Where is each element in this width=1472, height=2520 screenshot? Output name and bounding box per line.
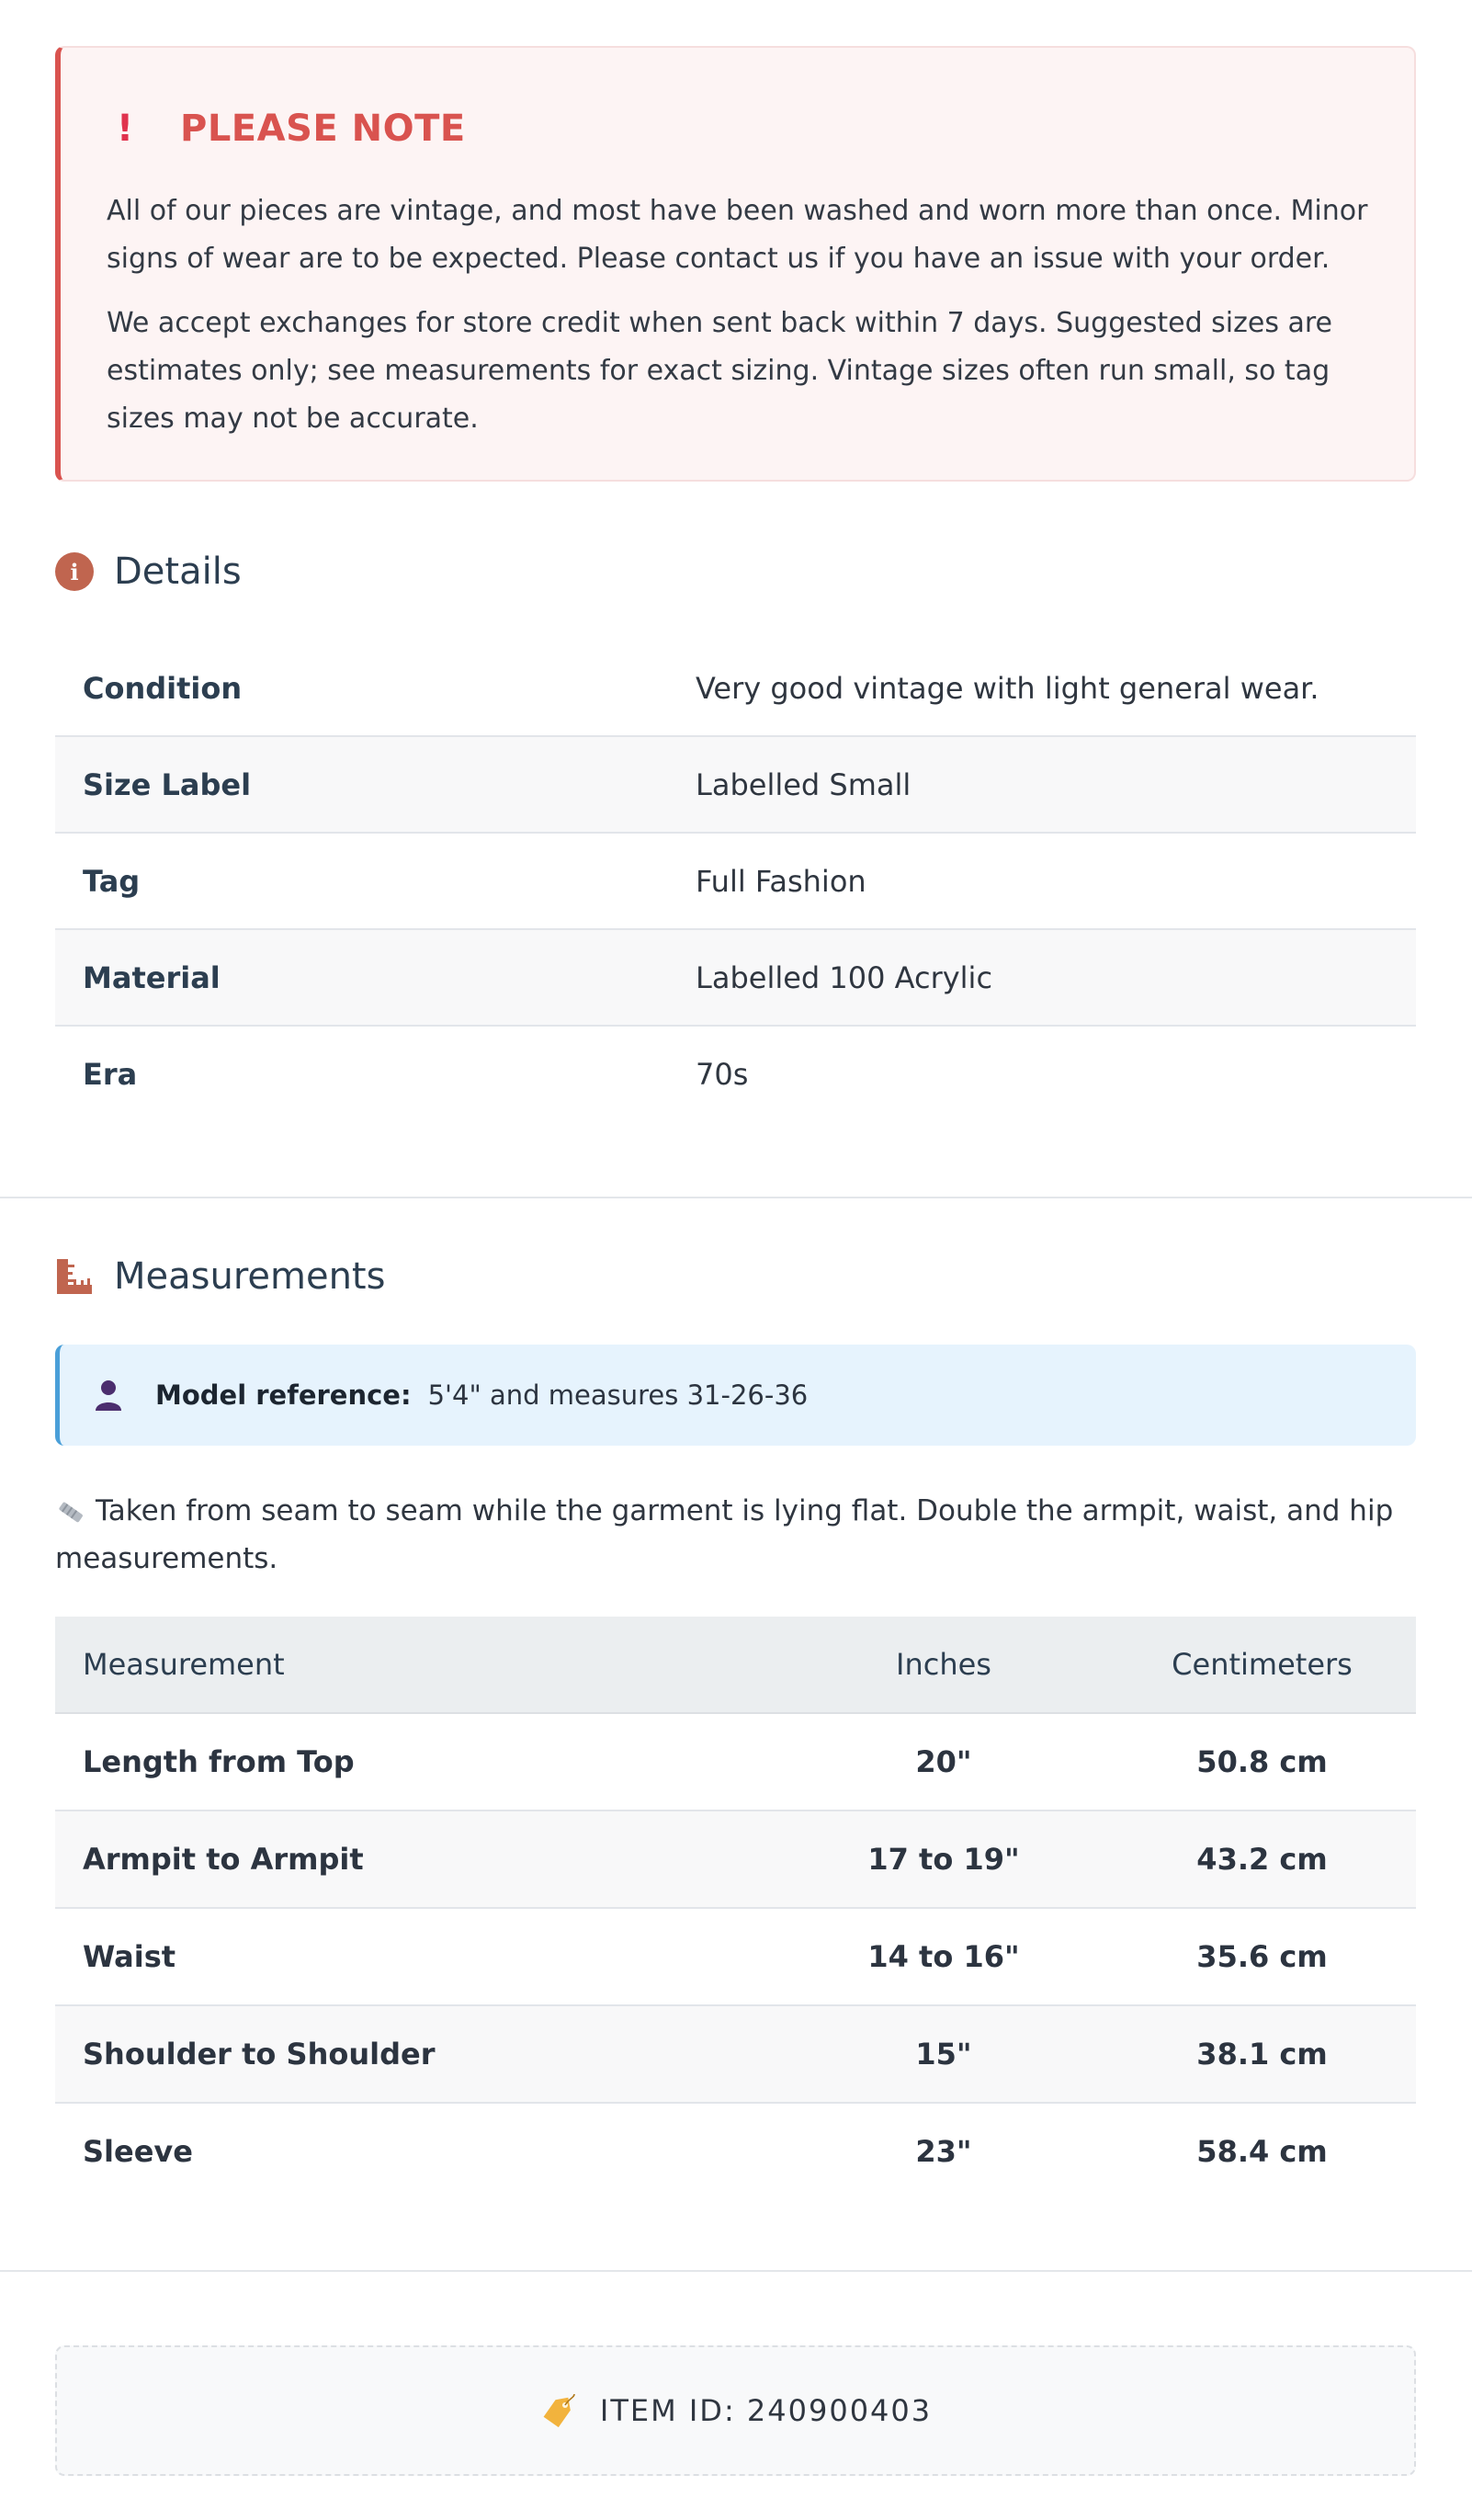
- person-icon: [93, 1378, 124, 1413]
- measurement-cm: 38.1 cm: [1108, 2005, 1416, 2103]
- column-header: Inches: [779, 1617, 1108, 1713]
- model-reference-value: 5'4" and measures 31-26-36: [427, 1379, 809, 1411]
- model-reference-label: Model reference:: [155, 1379, 412, 1411]
- measurement-inches: 15": [779, 2005, 1108, 2103]
- column-header: Centimeters: [1108, 1617, 1416, 1713]
- detail-label: Tag: [55, 833, 668, 929]
- column-header: Measurement: [55, 1617, 779, 1713]
- model-reference-box: [55, 1345, 1416, 1446]
- item-id-text: ITEM ID: 240900403: [599, 2393, 933, 2428]
- item-id-box: [55, 2345, 1416, 2476]
- tag-icon: [539, 2392, 576, 2429]
- table-row: [55, 736, 1416, 833]
- measurement-name: Shoulder to Shoulder: [55, 2005, 779, 2103]
- measurements-table-container: [55, 1617, 1416, 2199]
- detail-value: Very good vintage with light general wear.: [668, 641, 1416, 736]
- table-header-row: [55, 1617, 1416, 1713]
- table-row: [55, 833, 1416, 929]
- measurement-inches: 23": [915, 2134, 972, 2169]
- measurement-name: Length from Top: [55, 1713, 779, 1811]
- table-row: [55, 1811, 1416, 1908]
- detail-value: Labelled Small: [668, 736, 1416, 833]
- measurement-cm: 58.4 cm: [1196, 2134, 1328, 2169]
- section-divider: [0, 1197, 1472, 1198]
- pencil-icon: [55, 1499, 88, 1527]
- measurements-header: [55, 1249, 1416, 1304]
- measurement-name: Armpit to Armpit: [55, 1811, 779, 1908]
- detail-value: 70s: [696, 1056, 749, 1092]
- table-row: [55, 929, 1416, 1026]
- measurements-title: Measurements: [114, 1255, 386, 1298]
- notice-paragraph: All of our pieces are vintage, and most have been washed and worn more than once. Minor signs of wear are to be expected. Please contact us if you have an issue with your order.: [107, 195, 1368, 275]
- details-title: Details: [114, 551, 242, 593]
- measurement-name: Sleeve: [83, 2134, 193, 2169]
- table-row: [55, 2005, 1416, 2103]
- measurements-table: [55, 1617, 1416, 2199]
- detail-label: Size Label: [55, 736, 668, 833]
- measurement-name: Waist: [55, 1908, 779, 2005]
- notice-title: PLEASE NOTE: [180, 108, 466, 150]
- detail-label: Condition: [55, 641, 668, 736]
- measurement-cm: 43.2 cm: [1108, 1811, 1416, 1908]
- table-row: [55, 1713, 1416, 1811]
- measurement-note-text: Taken from seam to seam while the garment is lying flat. Double the armpit, waist, and hip measurements.: [55, 1494, 1394, 1575]
- measurement-cm: 50.8 cm: [1108, 1713, 1416, 1811]
- measurement-cm: 35.6 cm: [1108, 1908, 1416, 2005]
- section-divider: [0, 2270, 1472, 2272]
- detail-value: Labelled 100 Acrylic: [668, 929, 1416, 1026]
- table-row: [55, 641, 1416, 736]
- details-table-container: [55, 641, 1416, 1121]
- info-icon: i: [55, 552, 94, 591]
- measurement-note: [55, 1487, 1416, 1583]
- notice-header: [107, 101, 1368, 156]
- exclamation-icon: !: [116, 108, 134, 150]
- detail-label: Material: [55, 929, 668, 1026]
- table-row: [55, 1908, 1416, 2005]
- detail-label: Era: [83, 1056, 138, 1092]
- details-table: [55, 641, 1416, 1121]
- detail-value: Full Fashion: [668, 833, 1416, 929]
- measurement-inches: 14 to 16": [779, 1908, 1108, 2005]
- measurement-inches: 20": [779, 1713, 1108, 1811]
- measurement-inches: 17 to 19": [779, 1811, 1108, 1908]
- notice-box: [55, 46, 1416, 482]
- notice-paragraph: We accept exchanges for store credit when sent back within 7 days. Suggested sizes are estimates only; see measurements for exact sizing. Vintage sizes often run small, so tag sizes may not be accurate.: [107, 307, 1333, 435]
- table-row: [55, 1026, 1416, 1121]
- details-header: [55, 544, 1416, 599]
- ruler-icon: [55, 1257, 94, 1296]
- table-row: [55, 2103, 1416, 2199]
